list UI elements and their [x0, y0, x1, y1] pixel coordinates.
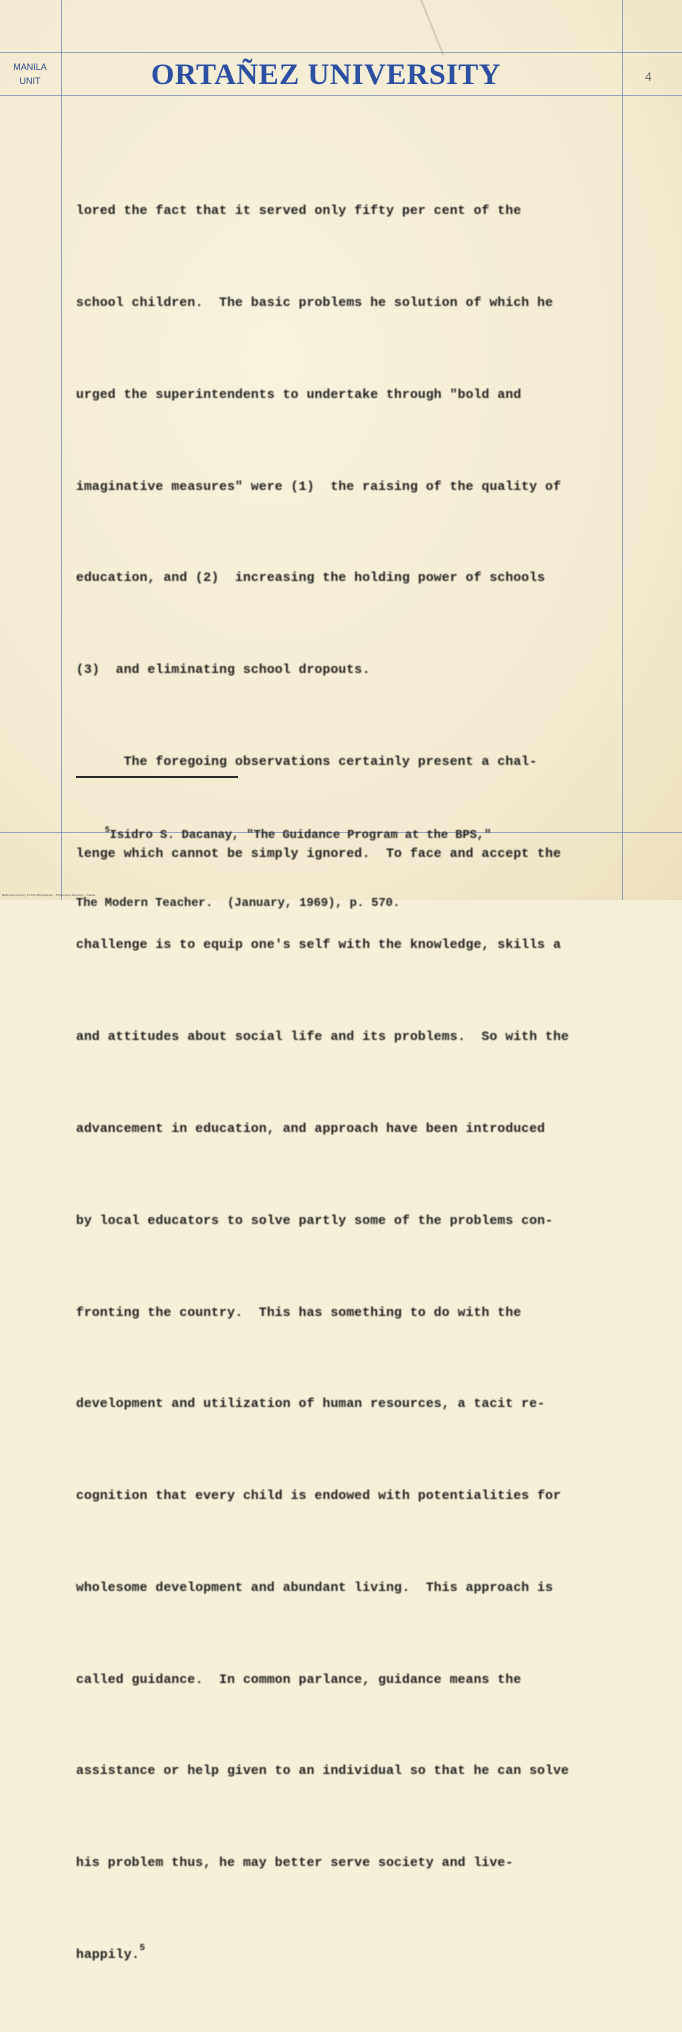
archive-credit: National Library of the Philippines · Filipiniana Division · thesis: [2, 893, 96, 897]
text-line: advancement in education, and approach have been introduced: [76, 1121, 546, 1136]
text-line: education, and (2) increasing the holding power of schools: [76, 570, 546, 586]
text-line: development and utilization of human resources, a tacit re-: [76, 1396, 546, 1412]
text-line: fronting the country. This has something to do with the: [76, 1304, 522, 1320]
footnote-rule: [76, 776, 238, 778]
text-line: lored the fact that it served only fifty per cent of the: [76, 203, 522, 219]
unit-label: [4, 60, 56, 88]
right-margin-rule: [622, 0, 623, 900]
footnote-reference: 5: [139, 1943, 146, 1954]
text-line: (3) and eliminating school dropouts.: [76, 662, 371, 678]
text-line: lenge which cannot be simply ignored. To face and accept the: [76, 845, 562, 861]
header-top-rule: [0, 52, 682, 53]
footnote-line1-text: Isidro S. Dacanay, "The Guidance Program at the BPS,": [109, 828, 492, 842]
unit-label-line1: MANILA: [13, 62, 47, 72]
university-title: ORTAÑEZ UNIVERSITY: [151, 58, 501, 91]
page-number: 4: [645, 70, 652, 84]
text-line: The foregoing observations certainly present a chal-: [76, 753, 538, 769]
text-line: by local educators to solve partly some of the problems con-: [76, 1212, 554, 1228]
text-line: school children. The basic problems he solution of which he: [76, 294, 554, 310]
paper-crease: [420, 0, 444, 56]
text-line: called guidance. In common parlance, guidance means the: [76, 1671, 522, 1687]
text-line: challenge is to equip one's self with the knowledge, skills a: [76, 937, 562, 953]
text-line: imaginative measures" were (1) the raising of the quality of: [76, 478, 562, 494]
text-line: assistance or help given to an individual so that he can solve: [76, 1763, 569, 1779]
footnote-line2: The Modern Teacher. (January, 1969), p. 570.: [76, 896, 401, 910]
unit-label-line2: UNIT: [19, 76, 41, 86]
left-margin-rule: [61, 0, 62, 900]
footnote-number: 5: [104, 826, 110, 835]
text-line: his problem thus, he may better serve society and live-: [76, 1855, 514, 1871]
text-line: cognition that every child is endowed with potentialities for: [76, 1488, 562, 1504]
footnote-line1: [76, 824, 636, 848]
text-line-last-text: happily.: [76, 1947, 140, 1963]
footnote: [76, 780, 636, 958]
text-line-last: [76, 1940, 620, 1971]
header-bottom-rule: [0, 95, 682, 96]
text-line: wholesome development and abundant living. This approach is: [76, 1579, 554, 1595]
body-text: [76, 135, 620, 2032]
text-line: urged the superintendents to undertake through "bold and: [76, 386, 522, 402]
text-line: and attitudes about social life and its problems. So with the: [76, 1029, 569, 1045]
